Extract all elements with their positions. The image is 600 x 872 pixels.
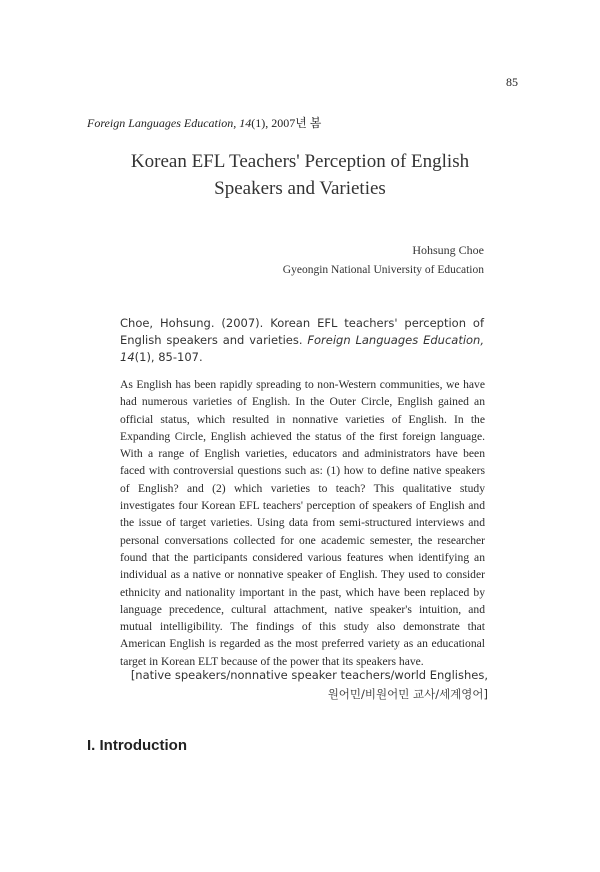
author-affiliation: Gyeongin National University of Education [282, 264, 484, 276]
keywords [120, 666, 488, 704]
journal-issue: (1), 2007년 봄 [251, 116, 322, 130]
author-name: Hohsung Choe [412, 243, 484, 257]
keywords-line-2: 원어민/비원어민 교사/세계영어] [327, 687, 488, 701]
journal-name: Foreign Languages Education, 14 [87, 116, 252, 130]
page-number: 85 [506, 75, 518, 89]
abstract: As English has been rapidly spreading to non-Western communities, we have had numerous varieties of English. In the Outer Circle, English gained an official status, which resulted in nonnative varieties of English. In the Expanding Circle, English achieved the status of the first foreign language. With a range of English varieties, educators and administrators have been faced with controversial questions such as: (1) how to define native speakers of English? and (2) which varieties to teach? This qualitative study investigates four Korean EFL teachers' perception of speakers of English and the issue of target varieties. Using data from semi-structured interviews and personal conversations collected for one academic semester, the researcher found that the participants considered various features when identifying an individual as a native or nonnative speaker of English. They used to consider ethnicity and nationality important in the past, which have been replaced by language precedence, cultural attachment, native speaker's intuition, and mutual intelligibility. The findings of this study also demonstrate that American English is regarded as the most preferred variety as an educational target in Korean ELT because of the power that its speakers have. [120, 378, 485, 668]
title-line-1: Korean EFL Teachers' Perception of English [130, 151, 470, 172]
paper-title [0, 148, 600, 202]
section-heading: I. Introduction [87, 737, 187, 754]
title-line-2: Speakers and Varieties [214, 178, 386, 199]
citation-journal: Foreign Languages Education, 14 [120, 333, 484, 364]
citation-suffix: (1), 85-107. [134, 350, 203, 364]
keywords-line-1: [native speakers/nonnative speaker teachers/world Englishes, [130, 668, 488, 682]
citation-prefix: Choe, Hohsung. (2007). Korean EFL teachers' perception of English speakers and varieties. [120, 316, 484, 347]
citation [120, 315, 484, 366]
author-block [184, 240, 484, 280]
journal-header [87, 114, 321, 131]
